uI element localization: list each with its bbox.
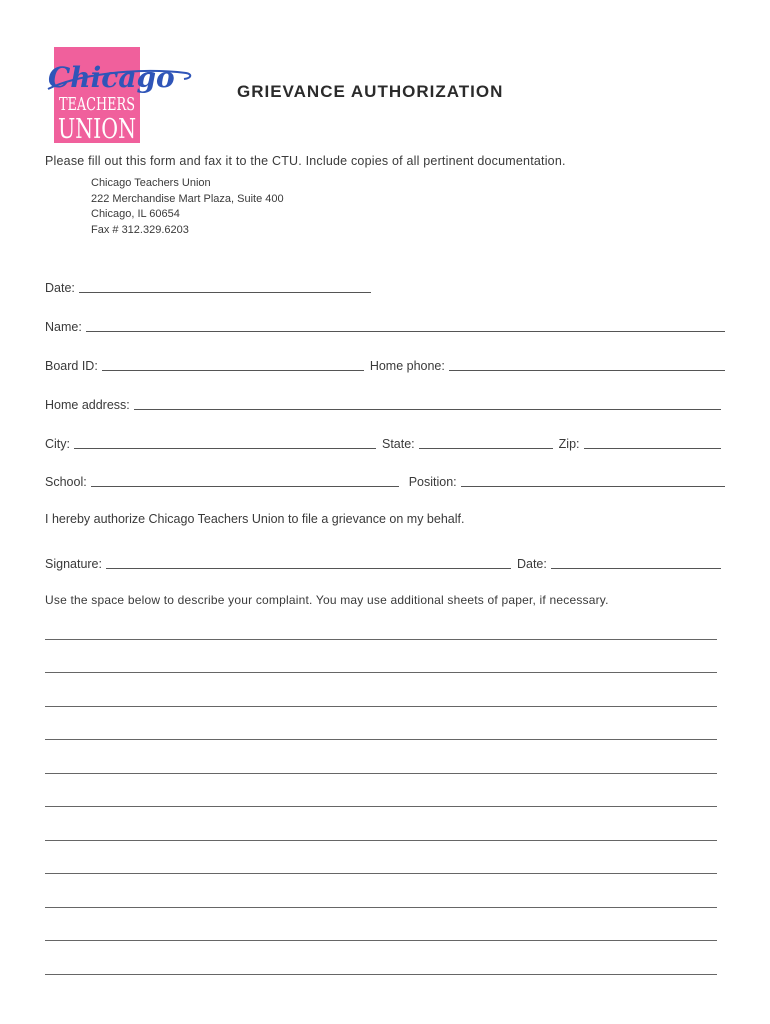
- complaint-line[interactable]: [45, 739, 717, 740]
- position-field[interactable]: [461, 474, 725, 487]
- signature-label: Signature:: [45, 557, 102, 571]
- complaint-line[interactable]: [45, 706, 717, 707]
- home-address-field[interactable]: [134, 397, 721, 410]
- address-line-street: 222 Merchandise Mart Plaza, Suite 400: [91, 192, 284, 205]
- complaint-line[interactable]: [45, 907, 717, 908]
- board-id-label: Board ID:: [45, 359, 98, 373]
- home-address-row: [45, 394, 725, 412]
- address-line-org: Chicago Teachers Union: [91, 177, 211, 189]
- complaint-line[interactable]: [45, 974, 717, 975]
- signature-field[interactable]: [106, 556, 511, 569]
- board-id-field[interactable]: [102, 358, 364, 371]
- address-line-fax: Fax # 312.329.6203: [91, 223, 189, 236]
- state-label: State:: [382, 437, 415, 451]
- complaint-line[interactable]: [45, 672, 717, 673]
- signature-date-label: Date:: [516, 557, 547, 571]
- complaint-line[interactable]: [45, 940, 717, 941]
- home-phone-label: Home phone:: [369, 359, 445, 373]
- board-id-row: [45, 355, 725, 373]
- date-label: Date:: [45, 281, 75, 295]
- complaint-instructions: Use the space below to describe your complaint. You may use additional sheets of paper, if necessary.: [45, 593, 609, 607]
- ctu-logo: [46, 47, 194, 145]
- name-label: Name:: [45, 320, 82, 334]
- complaint-line[interactable]: [45, 873, 717, 874]
- address-line-city: Chicago, IL 60654: [91, 208, 180, 220]
- logo-teachers-text: TEACHERS: [59, 95, 135, 115]
- home-phone-field[interactable]: [449, 358, 725, 371]
- ctu-address: [91, 176, 284, 238]
- city-label: City:: [45, 437, 70, 451]
- logo-union-text: UNION: [58, 114, 136, 145]
- complaint-line[interactable]: [45, 773, 717, 774]
- zip-field[interactable]: [584, 436, 721, 449]
- logo-graphic: [46, 47, 194, 145]
- logo-script-text: Chicago: [48, 61, 175, 94]
- form-title: GRIEVANCE AUTHORIZATION: [237, 82, 504, 101]
- date-field[interactable]: [79, 280, 371, 293]
- form-instructions: Please fill out this form and fax it to the CTU. Include copies of all pertinent documentation.: [45, 154, 566, 168]
- school-label: School:: [45, 475, 87, 489]
- signature-date-field[interactable]: [551, 556, 721, 569]
- name-row: [45, 316, 725, 334]
- date-row: [45, 277, 725, 295]
- school-row: [45, 471, 725, 489]
- position-label: Position:: [408, 475, 457, 489]
- complaint-line[interactable]: [45, 840, 717, 841]
- name-field[interactable]: [86, 319, 725, 332]
- school-field[interactable]: [91, 474, 399, 487]
- complaint-line[interactable]: [45, 639, 717, 640]
- home-address-label: Home address:: [45, 398, 130, 412]
- authorization-statement: I hereby authorize Chicago Teachers Union to file a grievance on my behalf.: [45, 512, 465, 526]
- zip-label: Zip:: [558, 437, 580, 451]
- signature-row: [45, 553, 725, 571]
- city-row: [45, 433, 725, 451]
- city-field[interactable]: [74, 436, 376, 449]
- complaint-line[interactable]: [45, 806, 717, 807]
- state-field[interactable]: [419, 436, 553, 449]
